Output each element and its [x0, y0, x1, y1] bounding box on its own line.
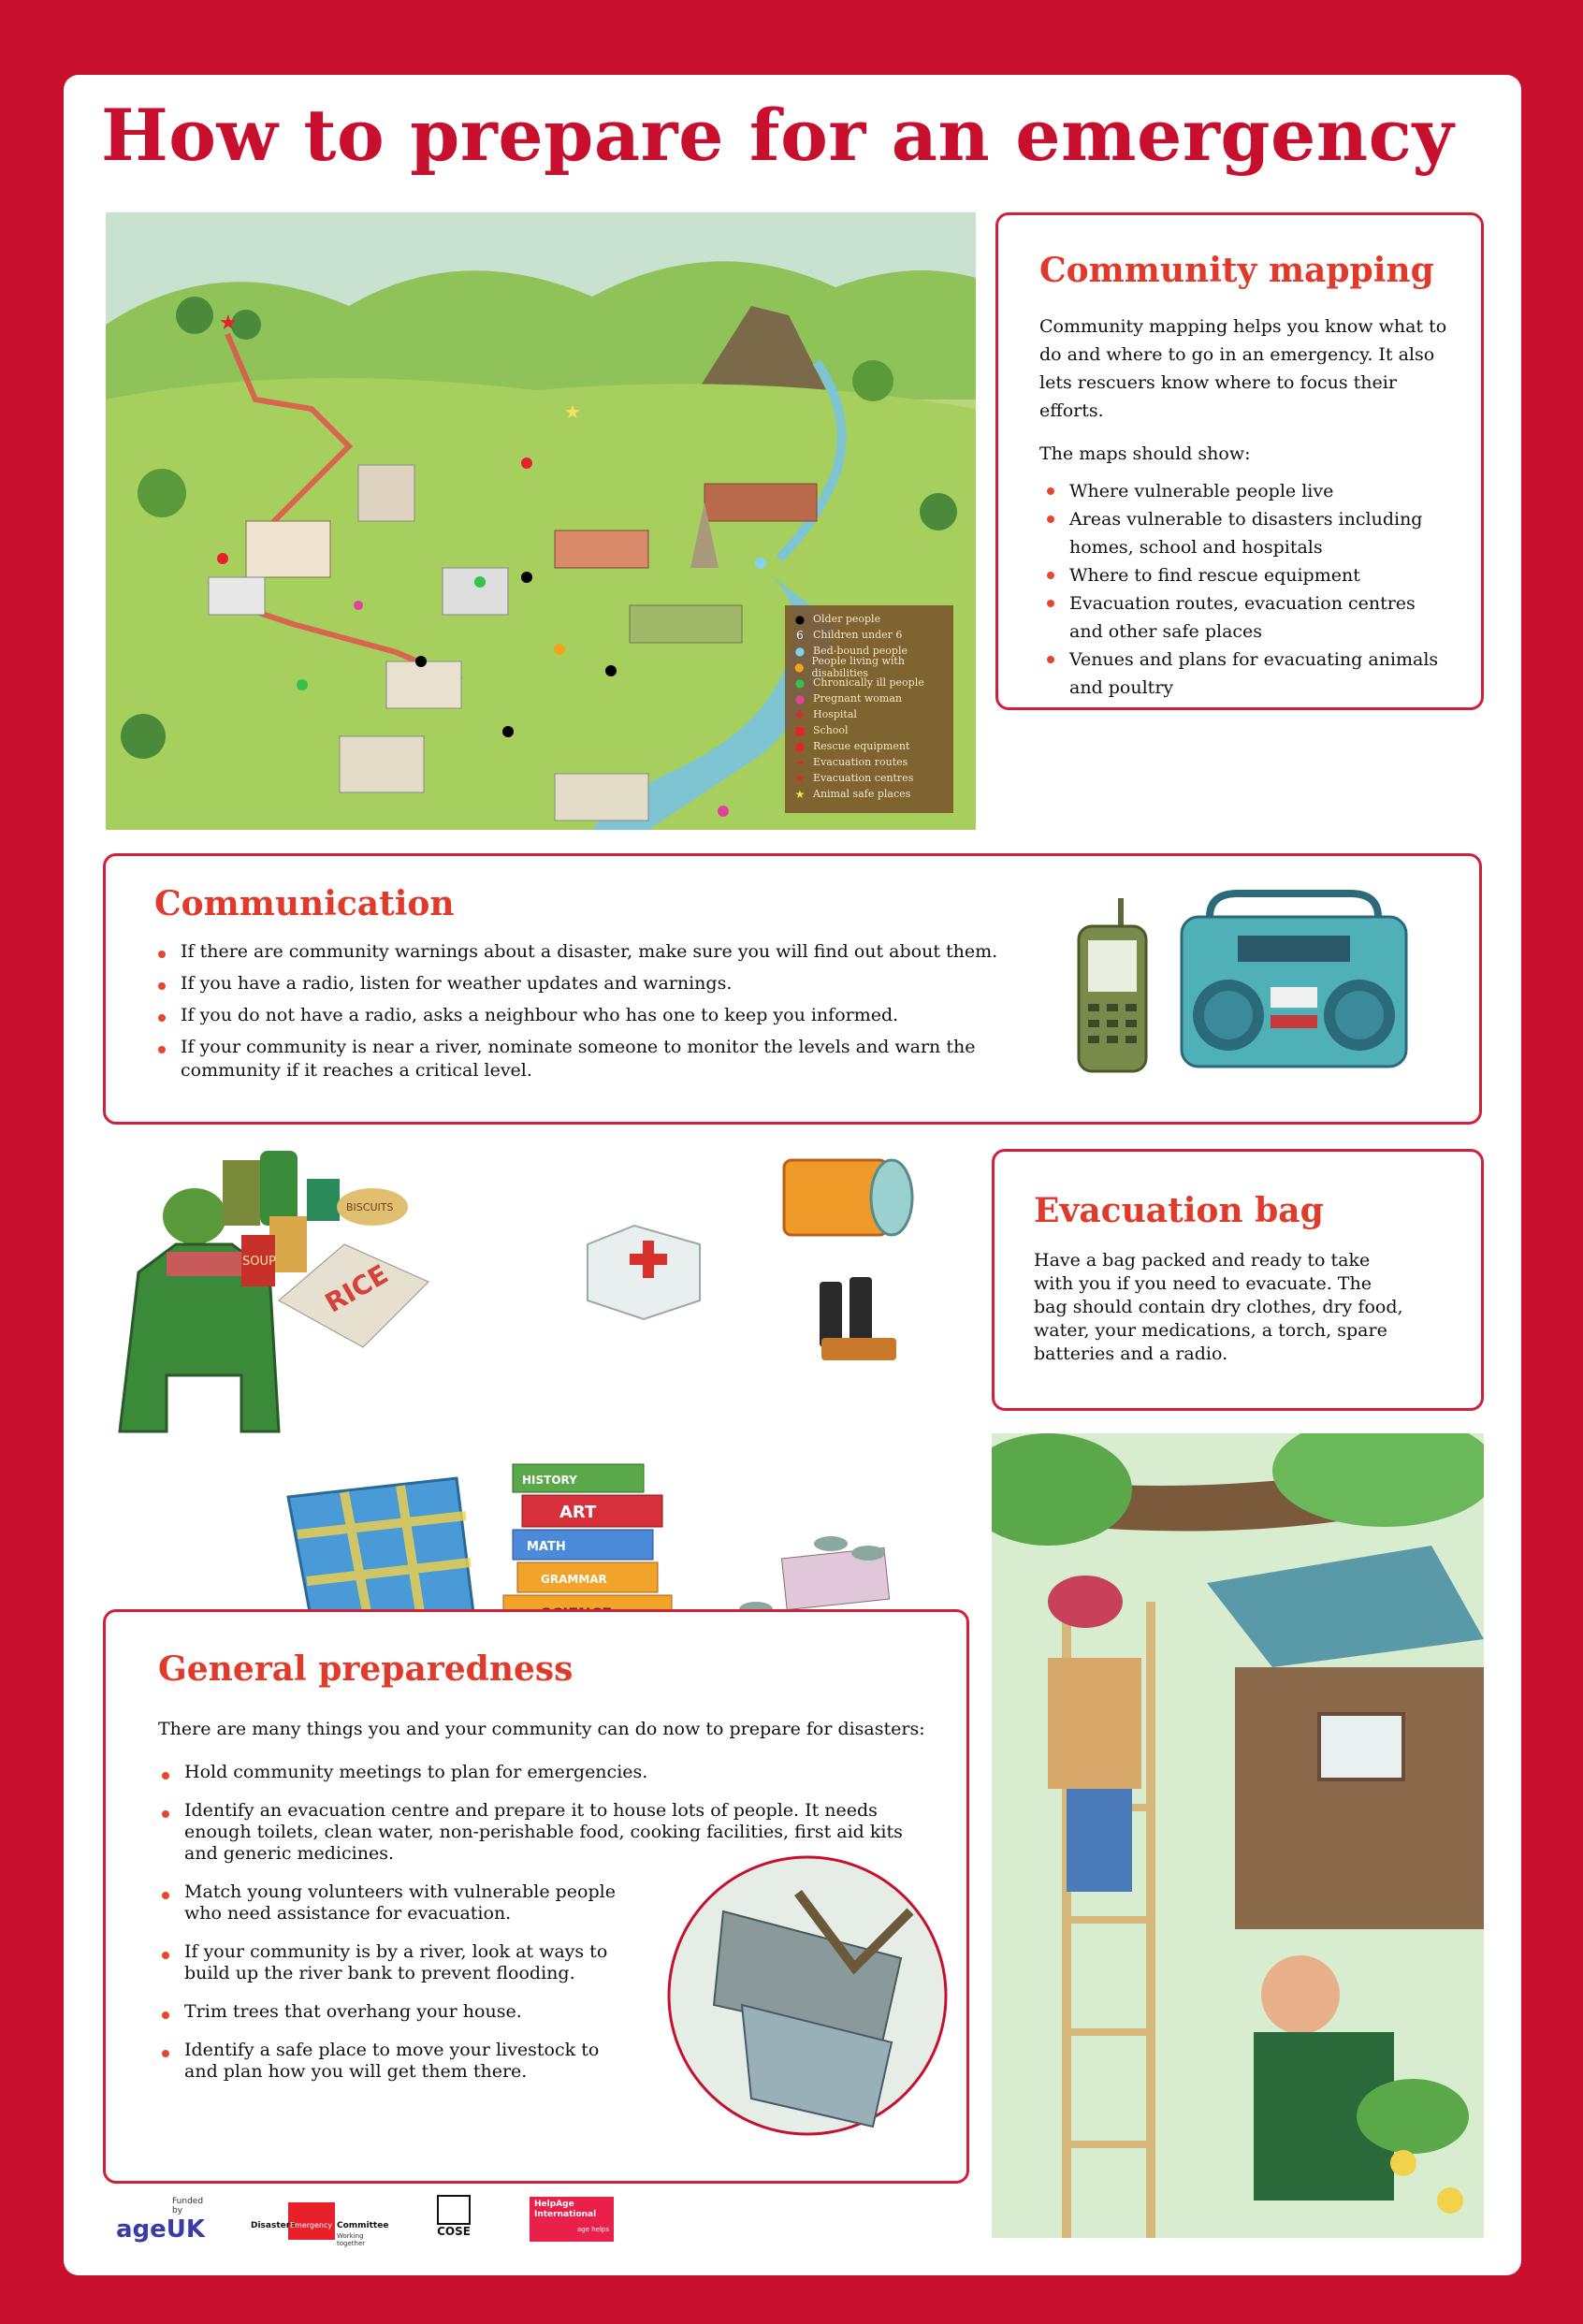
legend-symbol-icon: ━	[796, 755, 804, 769]
evacuation-bag-heading: Evacuation bag	[1034, 1191, 1324, 1230]
helpage-logo: HelpAge International age helps	[530, 2197, 614, 2242]
map-legend-item	[794, 770, 944, 786]
book-label: ART	[559, 1503, 597, 1522]
batteries-illustration	[820, 1277, 896, 1360]
cose-logo: COSE	[430, 2195, 477, 2251]
soup-can-label: SOUP	[242, 1255, 276, 1269]
map-legend-item	[794, 675, 944, 690]
age-uk-logo: Funded by ageUK	[116, 2197, 206, 2244]
list-item: Identify a safe place to move your livestock to and plan how you will get them there.	[158, 2040, 633, 2083]
list-item: Venues and plans for evacuating animals and poultry	[1043, 646, 1451, 702]
poster-sheet	[64, 75, 1521, 2275]
legend-symbol-icon: 6	[796, 628, 804, 642]
community-mapping-lead: The maps should show:	[1039, 443, 1251, 464]
community-mapping-panel	[995, 212, 1484, 710]
radio-illustration	[1172, 884, 1416, 1081]
logo-strip	[101, 2191, 943, 2257]
tree-trimming-drawing	[992, 1433, 1484, 2238]
map-legend-item	[794, 690, 944, 706]
legend-label: Rescue equipment	[813, 740, 910, 752]
mobile-phone-illustration	[1069, 893, 1154, 1081]
books-illustration	[503, 1464, 672, 1629]
legend-symbol-icon: ●	[794, 691, 806, 705]
legend-label: Animal safe places	[813, 788, 911, 800]
list-item: If there are community warnings about a disaster, make sure you will find out about them.	[154, 940, 1053, 964]
list-item: If you do not have a radio, asks a neighbour who has one to keep you informed.	[154, 1004, 1053, 1027]
community-map-illustration	[106, 212, 976, 830]
list-item: Where to find rescue equipment	[1043, 561, 1451, 589]
map-legend-item	[794, 627, 944, 643]
list-item: If your community is by a river, look at ways to build up the river bank to prevent flooding.	[158, 1941, 633, 1984]
legend-label: People living with disabilities	[811, 654, 905, 679]
list-item: Trim trees that overhang your house.	[158, 2001, 633, 2023]
legend-symbol-icon: ✚	[794, 707, 806, 721]
evacuation-bag-panel	[992, 1149, 1484, 1411]
legend-symbol-icon: ★	[794, 771, 806, 785]
damaged-roof-illustration	[667, 1855, 957, 2155]
list-item: Hold community meetings to plan for emergencies.	[158, 1762, 907, 1783]
legend-label: Chronically ill people	[813, 676, 924, 689]
community-mapping-heading: Community mapping	[1039, 251, 1434, 290]
legend-symbol-icon: ■	[794, 723, 806, 737]
first-aid-kit-illustration	[588, 1226, 700, 1319]
legend-symbol-icon: ●	[794, 675, 806, 690]
legend-symbol-icon: ●	[794, 660, 805, 674]
book-label: GRAMMAR	[541, 1573, 607, 1586]
tree-trimming-illustration	[992, 1433, 1484, 2238]
legend-label: Children under 6	[813, 629, 903, 641]
legend-label: Older people	[813, 613, 881, 625]
svg-text:★: ★	[219, 312, 238, 335]
list-item: Identify an evacuation centre and prepare it to house lots of people. It needs enough toilets, clean water, non-perishable food, cooking facilities, first aid kits and generic medicines.	[158, 1800, 907, 1865]
page-title: How to prepare for an emergency	[101, 94, 1455, 177]
book-label: HISTORY	[522, 1474, 577, 1487]
general-preparedness-panel	[103, 1609, 969, 2184]
legend-label: Evacuation centres	[813, 772, 914, 784]
map-legend-item	[794, 706, 944, 722]
legend-label: Pregnant woman	[813, 692, 902, 704]
general-preparedness-intro: There are many things you and your community can do now to prepare for disasters:	[158, 1719, 925, 1739]
legend-symbol-icon: ●	[794, 612, 806, 626]
list-item: Evacuation routes, evacuation centres and other safe places	[1043, 589, 1451, 646]
torch-illustration	[784, 1160, 912, 1235]
communication-panel	[103, 853, 1482, 1125]
svg-text:★: ★	[564, 400, 581, 423]
evacuation-bag-text: Have a bag packed and ready to take with you if you need to evacuate. The bag should contain dry clothes, dry food, water, your medications, a torch, spare batteries and a radio.	[1034, 1250, 1403, 1364]
legend-label: Bed-bound people	[813, 645, 908, 657]
book-label: MATH	[527, 1540, 566, 1554]
biscuits-tin-label: BISCUITS	[346, 1201, 394, 1213]
legend-symbol-icon: ●	[794, 739, 806, 753]
bag-items-drawing	[101, 1141, 980, 1665]
community-mapping-intro: Community mapping helps you know what to do and where to go in an emergency. It also lets rescuers know where to focus their efforts.	[1039, 316, 1447, 421]
dec-logo: Disasters Emergency Committee Working together	[251, 2202, 372, 2244]
map-legend	[785, 605, 953, 813]
map-legend-item	[794, 654, 944, 679]
evacuation-bag-items-illustration	[101, 1141, 980, 1665]
general-preparedness-heading: General preparedness	[158, 1649, 574, 1689]
legend-label: School	[813, 724, 849, 736]
list-item: If your community is near a river, nominate someone to monitor the levels and warn the community if it reaches a critical level.	[154, 1036, 1053, 1082]
legend-symbol-icon: ★	[794, 787, 806, 801]
map-legend-item	[794, 611, 944, 627]
legend-label: Hospital	[813, 708, 857, 720]
communication-heading: Communication	[154, 884, 455, 923]
map-legend-item	[794, 738, 944, 754]
list-item: Areas vulnerable to disasters including homes, school and hospitals	[1043, 505, 1451, 561]
community-mapping-list	[1043, 477, 1451, 702]
map-legend-item	[794, 754, 944, 770]
communication-list	[154, 940, 1053, 1082]
map-legend-item	[794, 722, 944, 738]
list-item: Match young volunteers with vulnerable people who need assistance for evacuation.	[158, 1881, 633, 1925]
list-item: Where vulnerable people live	[1043, 477, 1451, 505]
legend-symbol-icon: ●	[794, 644, 806, 658]
list-item: If you have a radio, listen for weather updates and warnings.	[154, 972, 1053, 995]
rice-bag-label: RICE	[319, 1258, 394, 1319]
map-legend-item	[794, 786, 944, 802]
legend-label: Evacuation routes	[813, 756, 908, 768]
